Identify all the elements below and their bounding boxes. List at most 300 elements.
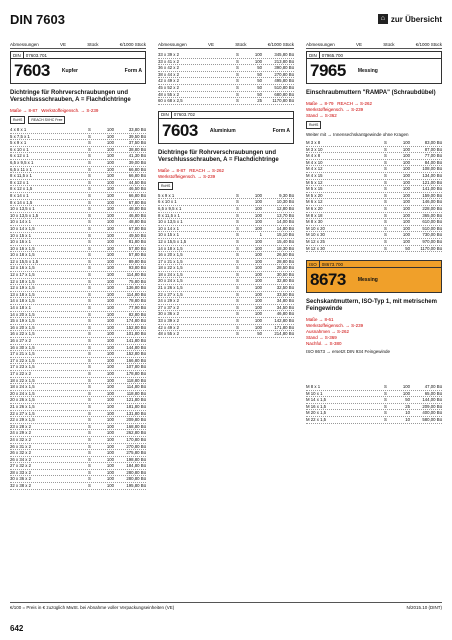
dimension-cell: 17 x 23 x 1,5	[10, 364, 35, 370]
price-cell: 89,80 Bü	[128, 258, 146, 264]
ve-cell: S	[88, 397, 91, 403]
price-cell: 174,80 Bü	[126, 318, 146, 324]
dimension-cell: 33 x 39 x 2	[158, 52, 180, 57]
ve-cell: S	[88, 127, 91, 132]
ve-cell: S	[384, 225, 387, 231]
qty-cell: 100	[402, 225, 410, 231]
qty-cell: 100	[402, 146, 410, 152]
price-cell: 108,00 Bü	[422, 166, 442, 172]
price-cell: 181,80 Bü	[126, 403, 146, 409]
dimension-cell: M 3 x 10	[306, 146, 323, 152]
table-row	[10, 213, 146, 220]
price-cell: 280,80 Bü	[126, 476, 146, 482]
dimension-cell: 16 x 20 x 1,5	[10, 324, 35, 330]
price-cell: 144,00 Bü	[422, 397, 442, 403]
header-ve: VE	[356, 42, 363, 47]
price-cell: 146,00 Bü	[422, 199, 442, 205]
header-qty: Stück	[87, 42, 99, 47]
dimension-cell: M 22 x 1,5	[306, 417, 327, 423]
ve-cell: S	[384, 390, 387, 396]
table-row	[10, 391, 146, 398]
column-header	[158, 42, 294, 49]
dimension-cell: 10 x 14 x 1,5	[10, 225, 35, 231]
dimension-cell: 8 x 14 x 1	[10, 192, 29, 198]
qty-cell: 100	[402, 192, 410, 198]
qty-cell: 100	[254, 258, 262, 264]
qty-cell: 100	[106, 265, 114, 271]
product-description: Einschraubmuttern "RAMPA" (Schraubdübel)	[306, 90, 436, 96]
qty-cell: 100	[402, 232, 410, 238]
ve-cell: S	[236, 324, 239, 330]
qty-cell: 100	[106, 272, 114, 278]
table-row	[10, 180, 146, 187]
price-cell: 118,80 Bü	[126, 390, 146, 396]
qty-cell: 100	[106, 318, 114, 324]
ve-cell: S	[236, 58, 239, 64]
table-row	[158, 259, 294, 266]
dimension-cell: 14 x 18 x 1,5	[10, 298, 35, 304]
qty-cell: 100	[402, 186, 410, 192]
price-cell: 13,70 Bü	[276, 212, 294, 218]
table-row	[306, 246, 442, 253]
qty-cell: 100	[106, 324, 114, 330]
ve-cell: S	[88, 430, 91, 436]
qty-cell: 100	[106, 179, 114, 185]
qty-cell: 100	[106, 133, 114, 139]
dimension-cell: 45 x 52 x 2	[158, 84, 180, 90]
price-table-aluminium	[158, 193, 294, 338]
ve-cell: S	[88, 192, 91, 198]
table-row	[10, 417, 146, 424]
dimension-cell: 22 x 27 x 1,5	[158, 291, 183, 297]
price-cell: 134,00 Bü	[422, 172, 442, 178]
ve-cell: S	[88, 390, 91, 396]
qty-cell: 100	[106, 476, 114, 482]
price-cell: 28,50 Bü	[276, 265, 294, 271]
table-row	[10, 463, 146, 470]
column-header	[306, 42, 442, 49]
price-cell: 34,80 Bü	[276, 298, 294, 304]
ve-cell: S	[236, 265, 239, 271]
note-dims[interactable]: Maße → 8-61	[306, 317, 334, 323]
table-row	[306, 160, 442, 167]
qty-cell: 100	[402, 159, 410, 165]
form-label: Form A	[124, 68, 142, 74]
qty-cell: 50	[257, 331, 262, 337]
qty-cell: 100	[106, 278, 114, 284]
table-row	[10, 358, 146, 365]
price-cell: 14,80 Bü	[276, 225, 294, 231]
qty-cell: 100	[106, 469, 114, 475]
table-row	[306, 226, 442, 233]
table-row	[10, 272, 146, 279]
dimension-cell: M 3 x 8	[306, 140, 321, 145]
table-row	[306, 206, 442, 213]
ve-cell: S	[88, 245, 91, 251]
table-row	[10, 450, 146, 457]
dimension-cell: M 10 x 30	[306, 232, 325, 238]
dimension-cell: 10 x 18 x 1,5	[10, 252, 35, 258]
table-row	[10, 206, 146, 213]
price-cell: 495,80 Bü	[274, 78, 294, 84]
qty-cell: 100	[402, 199, 410, 205]
qty-cell: 100	[106, 305, 114, 311]
table-row	[10, 483, 146, 490]
dimension-cell: M 5 x 12	[306, 179, 323, 185]
qty-cell: 100	[254, 265, 262, 271]
dimension-cell: M 8 x 1	[306, 384, 321, 390]
price-cell: 159,00 Bü	[422, 192, 442, 198]
price-cell: 38,80 Bü	[128, 146, 146, 152]
header-ve: VE	[60, 42, 67, 47]
dimension-cell: M 10 x 20	[306, 225, 325, 231]
ve-cell: S	[88, 265, 91, 271]
reach-badge: REACH SVHC Free	[28, 116, 65, 124]
dimension-cell: 21 x 26 x 1,5	[10, 403, 35, 409]
ve-cell: S	[236, 71, 239, 77]
ve-cell: S	[88, 436, 91, 442]
qty-cell: 50	[405, 245, 410, 251]
ve-cell: S	[384, 403, 387, 409]
qty-cell: 10	[405, 417, 410, 423]
rohs-badge: RoHS	[158, 182, 173, 190]
table-row	[10, 476, 146, 483]
dimension-cell: M 4 x 10	[306, 159, 323, 165]
qty-cell: 100	[106, 192, 114, 198]
qty-cell: 100	[254, 199, 262, 205]
dimension-cell: 8 x 12 x 1,5	[10, 186, 33, 192]
dimension-cell: 60 x 68 x 2,5	[158, 98, 183, 104]
dimension-cell: 20 x 24 x 1,5	[10, 390, 35, 396]
price-cell: 152,80 Bü	[126, 324, 146, 330]
table-row	[306, 397, 442, 404]
ve-cell: S	[88, 186, 91, 192]
ve-cell: S	[88, 140, 91, 146]
qty-cell: 100	[106, 252, 114, 258]
qty-cell: 100	[254, 318, 262, 324]
ve-cell: S	[88, 173, 91, 179]
dimension-cell: 5 x 9 x 1	[158, 192, 175, 198]
dimension-cell: 14 x 20 x 1,5	[10, 311, 35, 317]
ve-cell: S	[384, 159, 387, 165]
qty-cell: 100	[106, 173, 114, 179]
table-row	[10, 345, 146, 352]
qty-cell: 10	[405, 410, 410, 416]
table-row	[10, 318, 146, 325]
qty-cell: 100	[106, 417, 114, 423]
price-cell: 390,80 Bü	[274, 65, 294, 71]
overview-label: zur Übersicht	[390, 14, 442, 24]
dimension-cell: 23 x 28 x 2	[10, 423, 32, 429]
dimension-cell: 12 x 19 x 1,5	[10, 285, 35, 291]
table-row	[158, 252, 294, 259]
price-cell: 131,80 Bü	[126, 410, 146, 416]
table-row	[306, 232, 442, 239]
qty-cell: 100	[106, 127, 114, 132]
price-cell: 209,80 Bü	[126, 417, 146, 423]
table-row	[158, 85, 294, 92]
qty-cell: 100	[106, 423, 114, 429]
ve-cell: S	[384, 140, 387, 145]
ve-cell: S	[88, 133, 91, 139]
note-material[interactable]: Werkstoffeigensch. → S-239	[158, 173, 216, 179]
footer-code: N/2015.10 (DINT)	[406, 605, 442, 610]
ve-cell: S	[384, 199, 387, 205]
header-ve: VE	[208, 42, 215, 47]
ve-cell: S	[236, 291, 239, 297]
qty-cell: 100	[106, 436, 114, 442]
table-row	[306, 153, 442, 160]
table-row	[306, 239, 442, 246]
price-cell: 66,80 Bü	[128, 173, 146, 179]
price-cell: 170,80 Bü	[126, 436, 146, 442]
qty-cell: 100	[106, 456, 114, 462]
qty-cell: 100	[106, 364, 114, 370]
qty-cell: 100	[402, 153, 410, 159]
table-row	[10, 292, 146, 299]
dimension-cell: 17 x 22 x 1,5	[10, 357, 35, 363]
dimension-cell: 18 x 22 x 1,5	[158, 265, 183, 271]
dimension-cell: 6,5 x 11 x 1	[10, 166, 32, 172]
table-row	[158, 298, 294, 305]
price-cell: 32,80 Bü	[276, 278, 294, 284]
price-cell: 142,80 Bü	[274, 318, 294, 324]
dimension-cell: 8 x 11,5 x 1	[158, 212, 180, 218]
note-stand[interactable]: Stand → S-369	[306, 335, 337, 341]
table-row	[10, 153, 146, 160]
dimension-cell: 14 x 18 x 1,5	[158, 245, 183, 251]
ve-cell: S	[236, 232, 239, 238]
price-cell: 75,80 Bü	[128, 278, 146, 284]
ve-cell: S	[88, 285, 91, 291]
qty-cell: 100	[402, 390, 410, 396]
qty-cell: 100	[106, 146, 114, 152]
product-code: 7603	[162, 120, 198, 140]
dimension-cell: M 14 x 1,5	[306, 397, 327, 403]
dimension-cell: 26 x 31 x 2	[10, 443, 32, 449]
qty-cell: 100	[106, 430, 114, 436]
note-dims[interactable]: Maße → 8-87	[10, 108, 38, 113]
price-cell: 121,80 Bü	[126, 397, 146, 403]
product-code: 7965	[310, 61, 346, 80]
price-cell: 136,80 Bü	[126, 285, 146, 291]
dimension-cell: 16 x 22 x 1,5	[10, 331, 35, 337]
ve-cell: S	[88, 377, 91, 383]
price-cell: 114,80 Bü	[126, 384, 146, 390]
table-row	[10, 331, 146, 338]
article-number: 07965.700	[319, 52, 345, 58]
qty-cell: 100	[254, 291, 262, 297]
dimension-cell: 6,5 x 9,5 x 1	[10, 159, 34, 165]
note-material[interactable]: Werkstoffeigensch. → S-239	[306, 323, 364, 329]
table-row	[10, 226, 146, 233]
table-row	[158, 92, 294, 99]
table-row	[10, 233, 146, 240]
dimension-cell: 36 x 42 x 2	[158, 65, 180, 71]
table-row	[158, 72, 294, 79]
dimension-cell: M 12 x 30	[306, 245, 325, 251]
qty-cell: 50	[257, 78, 262, 84]
note-dims[interactable]: Maße → 8-87	[158, 167, 186, 173]
dimension-cell: 10 x 14 x 1	[158, 225, 180, 231]
ve-cell: S	[236, 245, 239, 251]
price-cell: 1170,00 Bü	[420, 245, 442, 251]
note-followup[interactable]: Nachfol. → S-380	[306, 341, 342, 347]
dimension-cell: 4 x 8 x 1	[10, 127, 27, 132]
qty-cell: 100	[106, 245, 114, 251]
note-dims[interactable]: Maße → 8-79	[306, 101, 334, 106]
product-code: 7603	[14, 61, 50, 80]
qty-cell: 100	[106, 225, 114, 231]
price-cell: 65,00 Bü	[424, 390, 442, 396]
ve-cell: S	[236, 304, 239, 310]
price-cell: 9,30 Bü	[279, 192, 294, 198]
dimension-cell: M 4 x 15	[306, 172, 323, 178]
note-stand[interactable]: Stand → S-362	[306, 113, 337, 118]
qty-cell: 50	[257, 84, 262, 90]
price-cell: 141,00 Bü	[422, 186, 442, 192]
dimension-cell: 48 x 55 x 2	[158, 91, 180, 97]
dimension-cell: 10 x 15 x 1	[10, 232, 32, 238]
table-row	[10, 298, 146, 305]
column-header	[10, 42, 146, 49]
price-cell: 93,80 Bü	[128, 265, 146, 271]
qty-cell: 100	[402, 179, 410, 185]
dimension-cell: 10 x 13,5 x 1,5	[10, 212, 39, 218]
price-cell: 57,80 Bü	[128, 245, 146, 251]
dimension-cell: M 4 x 12	[306, 166, 323, 172]
price-cell: 26,50 Bü	[276, 252, 294, 258]
price-cell: 270,80 Bü	[126, 443, 146, 449]
column-brass	[306, 42, 442, 424]
dimension-cell: 14 x 18 x 1	[10, 305, 32, 311]
qty-cell: 100	[402, 212, 410, 218]
table-row	[158, 305, 294, 312]
dimension-cell: 26 x 32 x 2	[10, 450, 32, 456]
ve-cell: S	[236, 298, 239, 304]
ve-cell: S	[384, 153, 387, 159]
dimension-cell: 42 x 49 x 2	[158, 78, 180, 84]
note-reach[interactable]: REACH → S-262	[189, 167, 225, 173]
ve-cell: S	[384, 146, 387, 152]
qty-cell: 100	[254, 225, 262, 231]
overview-link[interactable]	[378, 14, 442, 24]
dimension-cell: M 5 x 15	[306, 186, 323, 192]
qty-cell: 100	[106, 344, 114, 350]
table-row	[10, 338, 146, 345]
dimension-cell: M 8 x 18	[306, 212, 323, 218]
qty-cell: 100	[106, 370, 114, 376]
ve-cell: S	[236, 238, 239, 244]
ve-cell: S	[88, 291, 91, 297]
table-row	[10, 444, 146, 451]
ve-cell: S	[236, 212, 239, 218]
ve-cell: S	[236, 52, 239, 57]
table-row	[10, 147, 146, 154]
qty-cell: 50	[405, 397, 410, 403]
qty-cell: 100	[106, 206, 114, 212]
ve-cell: S	[88, 159, 91, 165]
footer-note: €/100 = Preis in € zuzüglich MwSt. bei Abnahme voller Verpackungseinheiten (VE)	[10, 605, 175, 610]
note-material[interactable]: Werkstoffeigensch. → S-239	[306, 107, 364, 112]
note-reach[interactable]: REACH → S-262	[337, 101, 373, 106]
ve-cell: S	[384, 245, 387, 251]
dimension-cell: 17 x 21 x 1,5	[10, 351, 35, 357]
qty-cell: 100	[106, 239, 114, 245]
ve-cell: S	[384, 238, 387, 244]
dimension-cell: 8 x 12 x 1	[10, 179, 29, 185]
dimension-cell: 33 x 39 x 2	[158, 318, 180, 324]
price-cell: 66,80 Bü	[128, 166, 146, 172]
header-dims: Abmessungen	[158, 42, 187, 47]
ve-cell: S	[88, 219, 91, 225]
header-price: €/1000 Stück	[415, 42, 442, 47]
qty-cell: 100	[106, 159, 114, 165]
price-cell: 510,00 Bü	[422, 225, 442, 231]
dimension-cell: 24 x 32 x 2	[10, 436, 32, 442]
dimension-cell: 22 x 27 x 1,5	[10, 410, 35, 416]
qty-cell: 100	[106, 199, 114, 205]
qty-cell: 100	[254, 245, 262, 251]
table-row	[10, 186, 146, 193]
qty-cell: 100	[254, 205, 262, 211]
table-row	[10, 127, 146, 134]
price-cell: 184,80 Bü	[126, 463, 146, 469]
dimension-cell: 16 x 30 x 1,5	[10, 344, 35, 350]
ve-cell: S	[384, 219, 387, 225]
qty-cell: 100	[106, 219, 114, 225]
price-cell: 77,90 Bü	[128, 305, 146, 311]
ve-cell: S	[88, 331, 91, 337]
ve-cell: S	[88, 199, 91, 205]
qty-cell: 100	[106, 285, 114, 291]
ve-cell: S	[88, 351, 91, 357]
article-number: 07603.702	[171, 112, 197, 118]
ve-cell: S	[88, 410, 91, 416]
note-exceptions[interactable]: Ausnahmen → S-262	[306, 329, 350, 335]
qty-cell: 100	[254, 304, 262, 310]
price-cell: 680,80 Bü	[274, 91, 294, 97]
qty-cell: 1	[259, 232, 262, 238]
table-row	[306, 417, 442, 424]
ve-cell: S	[236, 278, 239, 284]
note-material[interactable]: Werkstoffeigensch. → S-239	[41, 108, 99, 113]
qty-cell: 100	[106, 377, 114, 383]
price-cell: 228,00 Bü	[422, 205, 442, 211]
page-title: DIN 7603	[10, 12, 65, 27]
header-qty: Stück	[235, 42, 247, 47]
ve-cell: S	[384, 212, 387, 218]
price-cell: 1170,80 Bü	[272, 98, 294, 104]
price-cell: 46,80 Bü	[276, 311, 294, 317]
table-row	[306, 384, 442, 391]
ve-cell: S	[88, 483, 91, 489]
qty-cell: 100	[402, 384, 410, 390]
header-price: €/1000 Stück	[119, 42, 146, 47]
table-row	[158, 98, 294, 105]
dimension-cell: 12 x 16 x 1,5	[10, 265, 35, 271]
table-row	[158, 292, 294, 299]
table-row	[10, 279, 146, 286]
table-row	[10, 239, 146, 246]
price-cell: 275,80 Bü	[126, 450, 146, 456]
price-cell: 121,00 Bü	[422, 179, 442, 185]
product-box-rampa	[306, 51, 442, 84]
price-cell: 610,00 Bü	[422, 219, 442, 225]
ve-cell: S	[236, 311, 239, 317]
material: Aluminium	[209, 127, 236, 134]
qty-cell: 50	[257, 71, 262, 77]
